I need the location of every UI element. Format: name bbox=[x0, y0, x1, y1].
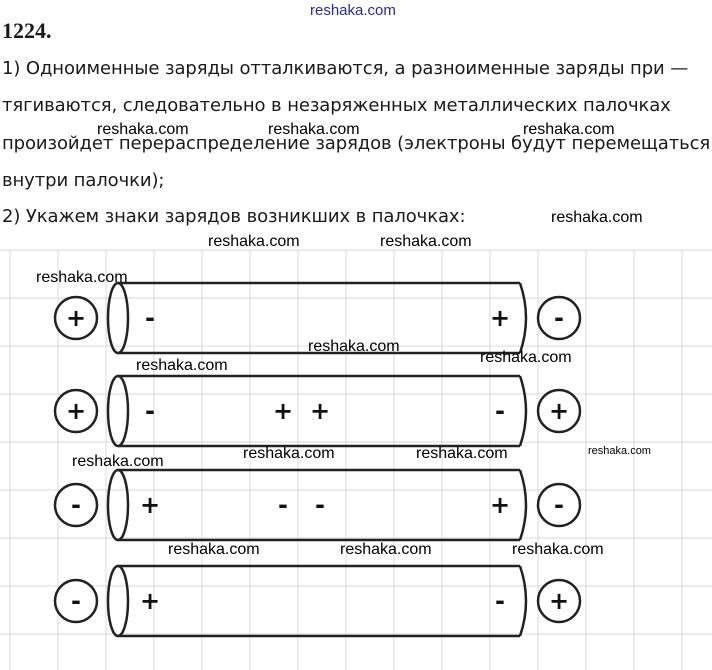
watermark: reshaka.com bbox=[36, 269, 128, 286]
rod-right-end-sign: - bbox=[495, 397, 505, 425]
rod-middle-sign: + bbox=[272, 397, 294, 425]
watermark: reshaka.com bbox=[72, 453, 164, 470]
rod-middle-sign: - bbox=[278, 491, 288, 519]
charge-ball-left-sign: + bbox=[65, 397, 87, 425]
paragraph-line-1: 1) Одноименные заряды отталкиваются, а разноименные заряды при — bbox=[2, 58, 689, 79]
watermark: reshaka.com bbox=[208, 233, 300, 250]
rod-middle-sign: + bbox=[309, 397, 331, 425]
watermark: reshaka.com bbox=[523, 121, 615, 138]
rod-end-right bbox=[520, 283, 526, 353]
watermark: reshaka.com bbox=[340, 541, 432, 558]
watermark: reshaka.com bbox=[551, 209, 643, 226]
rod-left-end-sign: - bbox=[145, 304, 155, 332]
watermark: reshaka.com bbox=[380, 233, 472, 250]
watermark: reshaka.com bbox=[416, 445, 508, 462]
rod-right-end-sign: + bbox=[489, 491, 511, 519]
paragraph-line-2: тягиваются, следовательно в незаряженных металлических палочках bbox=[2, 95, 671, 116]
rod-row-3 bbox=[55, 470, 580, 540]
rod-end-right bbox=[520, 376, 526, 446]
rod-middle-sign: - bbox=[315, 491, 325, 519]
paragraph-line-5: 2) Укажем знаки зарядов возникших в палочках: bbox=[2, 206, 466, 227]
header-watermark: reshaka.com bbox=[310, 2, 396, 19]
watermark: reshaka.com bbox=[136, 357, 228, 374]
watermark: reshaka.com bbox=[308, 338, 400, 355]
watermark: reshaka.com bbox=[168, 541, 260, 558]
rod-right-end-sign: - bbox=[495, 587, 505, 615]
rod-end-right bbox=[520, 566, 526, 636]
watermark: reshaka.com bbox=[97, 121, 189, 138]
charge-ball-right-sign: + bbox=[548, 397, 570, 425]
rod-right-end-sign: + bbox=[489, 304, 511, 332]
rod-left-end-sign: + bbox=[139, 587, 161, 615]
watermark: reshaka.com bbox=[480, 349, 572, 366]
rod-left-end-sign: - bbox=[145, 397, 155, 425]
rod-end-left bbox=[108, 566, 128, 636]
task-number: 1224. bbox=[2, 18, 52, 43]
charge-ball-right-sign: - bbox=[554, 304, 564, 332]
watermark: reshaka.com bbox=[243, 445, 335, 462]
rod-left-end-sign: + bbox=[139, 491, 161, 519]
watermark: reshaka.com bbox=[588, 445, 651, 457]
rod-end-left bbox=[108, 283, 128, 353]
watermark: reshaka.com bbox=[512, 541, 604, 558]
charge-ball-left-sign: - bbox=[71, 491, 81, 519]
rod-end-left bbox=[108, 470, 128, 540]
charge-ball-left-sign: + bbox=[65, 304, 87, 332]
charge-ball-right-sign: + bbox=[548, 587, 570, 615]
rod-end-left bbox=[108, 376, 128, 446]
rod-row-4 bbox=[55, 566, 580, 636]
rod-row-2 bbox=[55, 376, 580, 446]
watermark: reshaka.com bbox=[268, 121, 360, 138]
charge-ball-right-sign: - bbox=[554, 491, 564, 519]
paragraph-line-3: произойдет перераспределение зарядов (электроны будут перемещаться bbox=[2, 133, 711, 154]
rod-end-right bbox=[520, 470, 526, 540]
charge-ball-left-sign: - bbox=[71, 587, 81, 615]
paragraph-line-4: внутри палочки); bbox=[2, 170, 165, 191]
